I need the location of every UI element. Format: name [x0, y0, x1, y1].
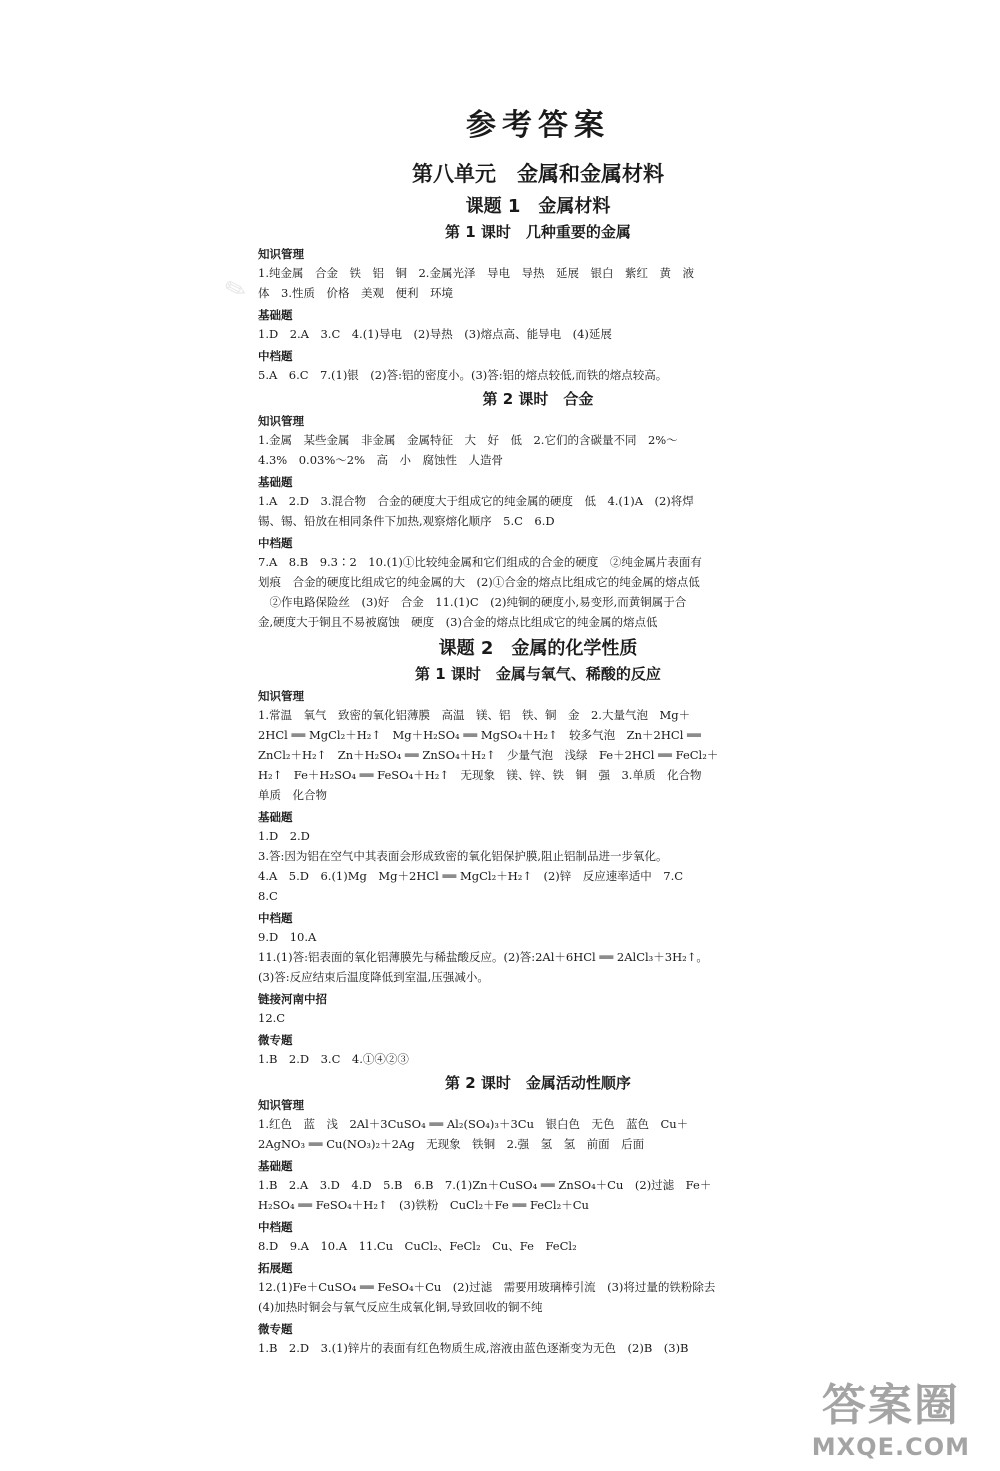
answer-line: ZnCl₂＋H₂↑ Zn＋H₂SO₄ ══ ZnSO₄＋H₂↑ 少量气泡 浅绿 Fe＋2HCl ══ FeCl₂＋ — [258, 748, 719, 762]
answer-line: (4)加热时铜会与氧气反应生成氧化铜,导致回收的铜不纯 — [258, 1300, 543, 1314]
answer-line: 12.(1)Fe＋CuSO₄ ══ FeSO₄＋Cu (2)过滤 需要用玻璃棒引流 (3)将过量的铁粉除去 — [258, 1280, 716, 1294]
section-label: 微专题 — [258, 1322, 293, 1336]
section-label: 中档题 — [258, 1220, 293, 1234]
answer-line: 1.纯金属 合金 铁 铝 铜 2.金属光泽 导电 导热 延展 银白 紫红 黄 液 — [258, 266, 694, 280]
topics-container — [258, 192, 818, 1358]
section-label: 知识管理 — [258, 689, 304, 703]
section-label: 拓展题 — [258, 1261, 293, 1275]
page-title: 参考答案 — [466, 108, 610, 143]
answer-line: 1.常温 氧气 致密的氧化铝薄膜 高温 镁、铝 铁、铜 金 2.大量气泡 Mg＋ — [258, 708, 691, 722]
answer-line: 1.D 2.D — [258, 829, 310, 843]
answer-line: 3.答:因为铝在空气中其表面会形成致密的氧化铝保护膜,阻止铝制品进一步氧化。 — [258, 849, 668, 863]
topic-title: 课题 1 金属材料 — [465, 196, 611, 217]
answer-line: 5.A 6.C 7.(1)银 (2)答:铝的密度小。(3)答:铝的熔点较低,而铁的熔点较高。 — [258, 368, 668, 382]
lesson-title: 第 1 课时 金属与氧气、稀酸的反应 — [415, 665, 661, 683]
section-label: 基础题 — [258, 1159, 293, 1173]
section-label: 中档题 — [258, 349, 293, 363]
lesson-title: 第 2 课时 金属活动性顺序 — [445, 1074, 631, 1092]
watermark-stamp: ✎ — [220, 272, 251, 308]
answer-content — [258, 100, 818, 1358]
answer-line: 12.C — [258, 1011, 286, 1025]
answer-line: 7.A 8.B 9.3∶2 10.(1)①比较纯金属和它们组成的合金的硬度 ②纯金属片表面有 — [258, 555, 702, 569]
section-label: 知识管理 — [258, 1098, 304, 1112]
section-label: 知识管理 — [258, 247, 304, 261]
answer-line: H₂SO₄ ══ FeSO₄＋H₂↑ (3)铁粉 CuCl₂＋Fe ══ FeCl₂＋Cu — [258, 1198, 589, 1212]
answer-line: 4.3% 0.03%～2% 高 小 腐蚀性 人造骨 — [258, 453, 503, 467]
answer-line: 8.D 9.A 10.A 11.Cu CuCl₂、FeCl₂ Cu、Fe FeCl₂ — [258, 1239, 577, 1253]
answer-line: 8.C — [258, 889, 278, 903]
answer-line: 9.D 10.A — [258, 930, 317, 944]
answer-line: 2AgNO₃ ══ Cu(NO₃)₂＋2Ag 无现象 铁铜 2.强 氢 氢 前面 后面 — [258, 1137, 645, 1151]
topic-title: 课题 2 金属的化学性质 — [438, 638, 638, 659]
answer-line: 1.B 2.A 3.D 4.D 5.B 6.B 7.(1)Zn＋CuSO₄ ══ ZnSO₄＋Cu (2)过滤 Fe＋ — [258, 1178, 712, 1192]
answer-line: 1.红色 蓝 浅 2Al＋3CuSO₄ ══ Al₂(SO₄)₃＋3Cu 银白色 无色 蓝色 Cu＋ — [258, 1117, 689, 1131]
answer-line: 锡、锡、铅放在相同条件下加热,观察熔化顺序 5.C 6.D — [258, 514, 555, 528]
answer-line: 1.金属 某些金属 非金属 金属特征 大 好 低 2.它们的含碳量不同 2%～ — [258, 433, 678, 447]
answer-line: 单质 化合物 — [258, 788, 327, 802]
section-label: 中档题 — [258, 536, 293, 550]
answer-line: 1.D 2.A 3.C 4.(1)导电 (2)导热 (3)熔点高、能导电 (4)延展 — [258, 327, 612, 341]
lesson-title: 第 2 课时 合金 — [482, 390, 594, 408]
lesson-title: 第 1 课时 几种重要的金属 — [445, 223, 631, 241]
section-label: 基础题 — [258, 810, 293, 824]
answer-line: 划痕 合金的硬度比组成它的纯金属的大 (2)①合金的熔点比组成它的纯金属的熔点低 — [258, 575, 700, 589]
answer-line: H₂↑ Fe＋H₂SO₄ ══ FeSO₄＋H₂↑ 无现象 镁、锌、铁 铜 强 3.单质 化合物 — [258, 768, 702, 782]
answer-line: 金,硬度大于铜且不易被腐蚀 硬度 (3)合金的熔点比组成它的纯金属的熔点低 — [258, 615, 658, 629]
section-label: 基础题 — [258, 308, 293, 322]
section-label: 链接河南中招 — [258, 992, 327, 1006]
answer-line: 4.A 5.D 6.(1)Mg Mg＋2HCl ══ MgCl₂＋H₂↑ (2)锌 反应速率适中 7.C — [258, 869, 684, 883]
answer-line: 1.A 2.D 3.混合物 合金的硬度大于组成它的纯金属的硬度 低 4.(1)A (2)将焊 — [258, 494, 694, 508]
watermark-logo-text: 答案圈 — [821, 1380, 960, 1431]
answer-line: 1.B 2.D 3.C 4.①④②③ — [258, 1052, 409, 1066]
answer-line: 2HCl ══ MgCl₂＋H₂↑ Mg＋H₂SO₄ ══ MgSO₄＋H₂↑ 较多气泡 Zn＋2HCl ══ — [258, 728, 701, 742]
section-label: 中档题 — [258, 911, 293, 925]
answer-line: 体 3.性质 价格 美观 便利 环境 — [258, 286, 453, 300]
answer-line: 11.(1)答:铝表面的氧化铝薄膜先与稀盐酸反应。(2)答:2Al＋6HCl ══ 2AlCl₃＋3H₂↑。 — [258, 950, 708, 964]
unit-title: 第八单元 金属和金属材料 — [412, 162, 664, 186]
answer-line: ②作电路保险丝 (3)好 合金 11.(1)C (2)纯铜的硬度小,易变形,而黄铜属于合 — [258, 595, 687, 609]
section-label: 知识管理 — [258, 414, 304, 428]
watermark-logo — [812, 1369, 970, 1461]
answer-line: 1.B 2.D 3.(1)锌片的表面有红色物质生成,溶液由蓝色逐渐变为无色 (2)B (3)B — [258, 1341, 689, 1355]
answer-line: (3)答:反应结束后温度降低到室温,压强减小。 — [258, 970, 489, 984]
section-label: 微专题 — [258, 1033, 293, 1047]
watermark-site: MXQE.COM — [811, 1433, 970, 1461]
section-label: 基础题 — [258, 475, 293, 489]
